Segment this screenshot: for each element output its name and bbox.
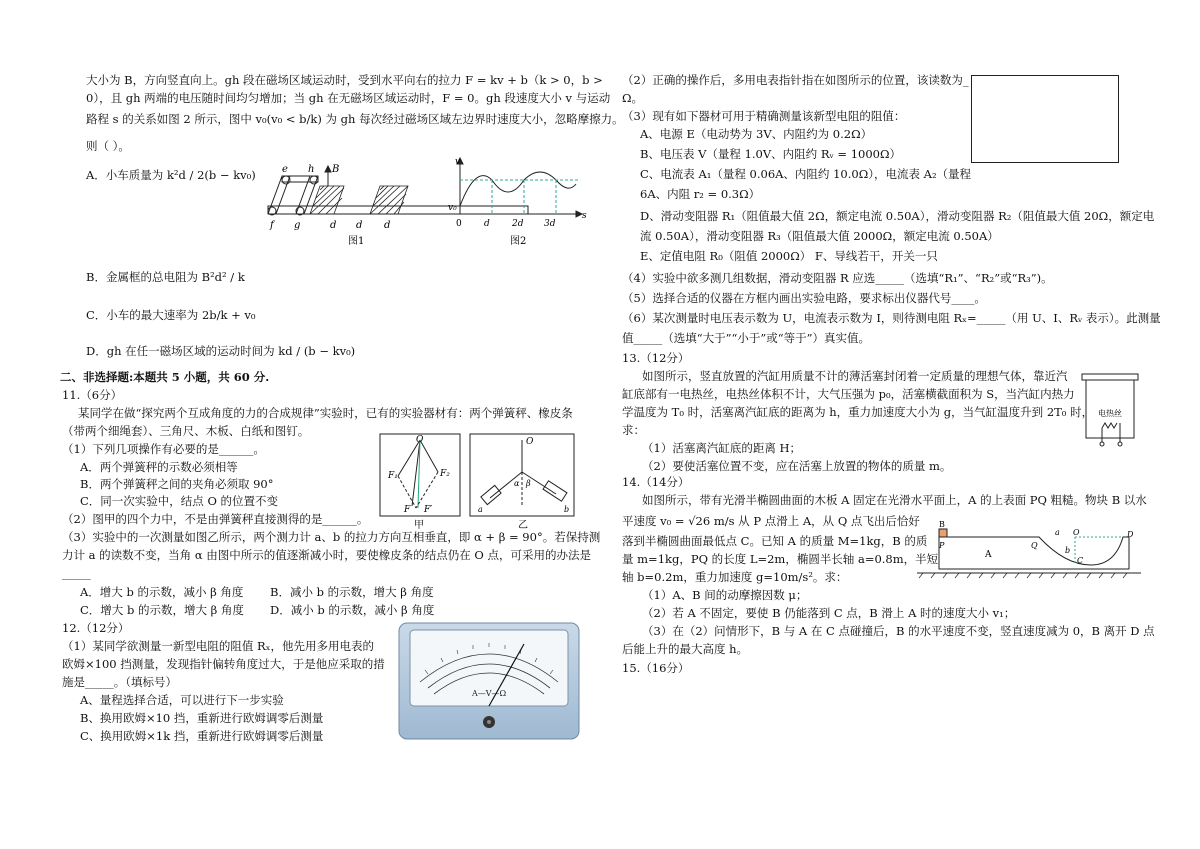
q11-number: 11.（6分） xyxy=(62,388,123,402)
q12-part5: （5）选择合适的仪器在方框内画出实验电路，要求标出仪器代号____。 xyxy=(622,291,986,305)
q12-part3: （3）现有如下器材可用于精确测量该新型电阻的阻值： xyxy=(622,109,906,123)
q13-line1: 如图所示，竖直放置的汽缸用质量不计的薄活塞封闭着一定质量的理想气体，靠近汽 xyxy=(642,369,1068,383)
label-b: B xyxy=(939,520,945,529)
fig1-label-d3: d xyxy=(384,220,391,231)
fig1-label-f: f xyxy=(270,220,274,231)
yi-label-b: b xyxy=(564,505,570,514)
yi-label-alpha: α xyxy=(514,479,520,488)
section2-title: 二、非选择题:本题共 5 小题，共 60 分. xyxy=(60,370,270,384)
q12-option-c: C、换用欧姆×1k 挡，重新进行欧姆调零后测量 xyxy=(80,729,324,743)
diagram-yi-caption: 乙 xyxy=(518,520,528,531)
q14-board-diagram xyxy=(915,517,1145,581)
yi-label-a: a xyxy=(478,505,483,514)
q12-part2: （2）正确的操作后，多用电表指针指在如图所示的位置，该读数为_ xyxy=(622,73,969,87)
q12-part1-line2: 欧姆×100 挡测量，发现指针偏转角度过大，于是他应采取的措 xyxy=(62,657,385,671)
fig2-tick-2d: 2d xyxy=(512,219,524,229)
piston xyxy=(1082,374,1138,380)
q11-force-diagrams xyxy=(378,432,578,532)
label-d: D xyxy=(1127,530,1134,539)
q13-cylinder-diagram xyxy=(1080,372,1140,452)
figure2-graph xyxy=(457,158,582,217)
heating-wire xyxy=(1102,423,1117,428)
q12-part1-line1: （1）某同学欲测量一新型电阻的阻值 Rₓ，他先用多用电表的 xyxy=(62,639,375,653)
q10-text-line3: 路程 s 的关系如图 2 所示，图中 v₀(v₀ < b/k) 为 gh 每次经过磁场区域左边界时速度大小，忽略摩擦力。 xyxy=(86,112,624,126)
fig1-label-e: e xyxy=(282,164,288,175)
q14-line2: 平速度 v₀ = √26 m/s 从 P 点滑上 A，从 Q 点飞出后恰好 xyxy=(622,514,920,528)
q12-option-a: A、量程选择合适，可以进行下一步实验 xyxy=(80,693,284,707)
label-a-axis: a xyxy=(1055,528,1060,537)
q12-equip-c: C、电流表 A₁（量程 0.06A、内阻约 10.0Ω），电流表 A₂（量程 xyxy=(640,167,972,181)
q14-sub3: （3）在（2）问情形下，B 与 A 在 C 点碰撞后，B 的水平速度不变，竖直速度减为 0，B 离开 D 点 xyxy=(642,624,1155,638)
q12-part6: （6）某次测量时电压表示数为 U，电流表示数为 I，则待测电阻 Rₓ=_____（用 U、I、Rᵥ 表示）。此测量 xyxy=(622,311,1161,325)
jia-label-fprime: F′ xyxy=(424,505,433,515)
fig1-label-g: g xyxy=(294,220,301,231)
label-b-axis: b xyxy=(1065,546,1071,555)
q14-line3: 落到半椭圆曲面最低点 C。已知 A 的质量 M=1kg，B 的质 xyxy=(622,534,928,548)
q14-line5: 轴 b=0.2m，重力加速度 g=10m/s²。求： xyxy=(622,570,848,584)
multimeter-image xyxy=(398,622,580,740)
q13-sub2: （2）要使活塞位置不变，应在活塞上放置的物体的质量 m。 xyxy=(642,459,952,473)
q11-option-b: B．减小 b 的示数，增大 β 角度 xyxy=(270,585,434,599)
q11-intro-line2: （带两个细绳套）、三角尺、木板、白纸和图钉。 xyxy=(62,424,310,438)
circuit-drawing-box xyxy=(971,75,1119,163)
block-b xyxy=(939,529,947,537)
meter-label: A—V—Ω xyxy=(472,689,507,698)
q11-part1-c: C．同一次实验中，结点 O 的位置不变 xyxy=(80,494,279,508)
q12-option-b: B、换用欧姆×10 挡，重新进行欧姆调零后测量 xyxy=(80,711,324,725)
fig2-axis-s: s xyxy=(582,211,587,221)
q14-line1: 如图所示，带有光滑半椭圆曲面的木板 A 固定在光滑水平面上，A 的上表面 PQ 粗糙。物块 B 以水 xyxy=(642,493,1147,507)
jia-label-f1: F₁ xyxy=(388,471,398,481)
q12-equip-d2: 流 0.50A），滑动变阻器 R₃（阻值最大值 2000Ω，额定电流 0.50A） xyxy=(640,229,999,243)
fig1-label-d1: d xyxy=(330,220,337,231)
q11-part3-line2: 力计 a 的读数不变，当角 α 由图中所示的值逐渐减小时，要使橡皮条的结点仍在 O 点，可采用的办法是 xyxy=(62,548,591,562)
q12-equip-d: D、滑动变阻器 R₁（阻值最大值 2Ω，额定电流 0.50A），滑动变阻器 R₂（阻值最大值 20Ω，额定电 xyxy=(640,209,1155,223)
q11-part2: （2）图甲的四个力中，不是由弹簧秤直接测得的是______。 xyxy=(62,512,369,526)
q13-sub1: （1）活塞离汽缸底的距离 H； xyxy=(642,441,801,455)
q13-line4: 求： xyxy=(622,423,645,437)
q11-part3-line1: （3）实验中的一次测量如图乙所示，两个测力计 a、b 的拉力方向互相垂直，即 α + β = 90°。若保持测 xyxy=(62,530,601,544)
q15-number: 15.（16分） xyxy=(622,661,690,675)
q10-option-a: A．小车质量为 k²d / 2(b − kv₀) xyxy=(86,168,256,182)
label-c: C xyxy=(1077,556,1084,565)
jia-label-f: F xyxy=(404,505,411,515)
q10-text-line4: 则（ ）。 xyxy=(86,139,130,153)
q13-line2: 缸底部有一电热丝，电热丝体积不计，大气压强为 p₀，活塞横截面积为 S，当汽缸内热力 xyxy=(622,387,1075,401)
yi-label-beta: β xyxy=(526,479,531,488)
q11-part1-a: A．两个弹簧秤的示数必须相等 xyxy=(80,460,238,474)
q11-option-c: C．增大 b 的示数，增大 β 角度 xyxy=(80,603,244,617)
q14-sub2: （2）若 A 不固定，要使 B 仍能落到 C 点，B 滑上 A 时的速度大小 v₁； xyxy=(642,606,1016,620)
q13-line3: 学温度为 T₀ 时，活塞离汽缸底的距离为 h，重力加速度大小为 g，当气缸温度升到 2T₀ 时， xyxy=(622,405,1094,419)
jia-label-f2: F₂ xyxy=(440,469,450,479)
fig2-tick-3d: 3d xyxy=(544,219,556,229)
q10-option-c: C．小车的最大速率为 2b/k + v₀ xyxy=(86,308,256,322)
q12-equip-b: B、电压表 V（量程 1.0V、内阻约 Rᵥ = 1000Ω） xyxy=(640,147,902,161)
fig2-caption: 图2 xyxy=(510,236,527,247)
q10-option-b: B．金属框的总电阻为 B²d² / k xyxy=(86,270,245,284)
q11-option-d: D．减小 b 的示数，减小 β 角度 xyxy=(270,603,435,617)
diagram-jia-forces xyxy=(398,440,438,508)
fig1-label-b: B xyxy=(332,164,340,175)
q11-option-a: A．增大 b 的示数，减小 β 角度 xyxy=(80,585,244,599)
q14-sub1: （1）A、B 间的动摩擦因数 μ； xyxy=(642,588,808,602)
right-column xyxy=(600,0,1200,849)
diagram-yi-forces xyxy=(481,440,567,506)
q12-part6-cont: 值_____（选填“大于”“小于”或“等于”）真实值。 xyxy=(622,331,871,345)
label-p: P xyxy=(939,541,945,550)
q12-part2-unit: Ω。 xyxy=(622,91,644,105)
diagram-jia-caption: 甲 xyxy=(414,520,424,531)
yi-label-o: O xyxy=(526,437,534,447)
fig1-caption: 图1 xyxy=(348,236,365,247)
q10-text-line2: 0），且 gh 两端的电压随时间均匀增加；当 gh 在无磁场区域运动时，F = 0。gh 段速度大小 v 与运动 xyxy=(86,91,611,105)
q13-number: 13.（12分） xyxy=(622,351,690,365)
fig2-label-v0: v₀ xyxy=(448,203,457,213)
fig1-label-d2: d xyxy=(356,220,363,231)
q14-number: 14.（14分） xyxy=(622,475,690,489)
label-q: Q xyxy=(1031,541,1038,550)
q12-equip-ef: E、定值电阻 R₀（阻值 2000Ω） F、导线若干，开关一只 xyxy=(640,249,938,263)
q12-part1-line3: 施是_____。（填标号） xyxy=(62,675,177,689)
q14-sub4: 后能上升的最大高度 h。 xyxy=(622,642,749,656)
q14-line4: 量 m=1kg，PQ 的长度 L=2m，椭圆半长轴 a=0.8m，半短 xyxy=(622,552,939,566)
q11-intro-line1: 某同学在做“探究两个互成角度的力的合成规律”实验时，已有的实验器材有：两个弹簧秤、橡皮条 xyxy=(78,406,573,420)
jia-label-o: O xyxy=(416,435,424,445)
fig2-tick-0: 0 xyxy=(456,219,462,229)
q12-part4: （4）实验中欲多测几组数据，滑动变阻器 R 应选_____（选填“R₁”、“R₂”或“R₃”)。 xyxy=(622,271,1053,285)
q10-text-line1: 大小为 B，方向竖直向上。gh 段在磁场区域运动时，受到水平向右的拉力 F = kv + b（k > 0，b > xyxy=(86,73,603,87)
fig1-label-h: h xyxy=(308,164,315,175)
q11-part1-b: B．两个弹簧秤之间的夹角必须取 90° xyxy=(80,477,274,491)
q10-option-d: D．gh 在任一磁场区域的运动时间为 kd / (b − kv₀) xyxy=(86,344,356,358)
q12-equip-a: A、电源 E（电动势为 3V、内阻约为 0.2Ω） xyxy=(640,127,873,141)
fig2-tick-d: d xyxy=(484,219,490,229)
q11-part3-blank: _____ xyxy=(62,566,91,580)
q11-part1: （1）下列几项操作有必要的是______。 xyxy=(62,442,265,456)
fig2-axis-v: v xyxy=(455,157,461,167)
heater-label: 电热丝 xyxy=(1098,409,1122,418)
q12-number: 12.（12分） xyxy=(62,621,130,635)
q12-equip-c2: 6A、内阻 r₂ = 0.3Ω） xyxy=(640,187,761,201)
q10-figures xyxy=(262,156,592,248)
label-a-board: A xyxy=(985,550,992,560)
label-o: O xyxy=(1073,528,1080,537)
figure1-cart xyxy=(268,166,528,215)
